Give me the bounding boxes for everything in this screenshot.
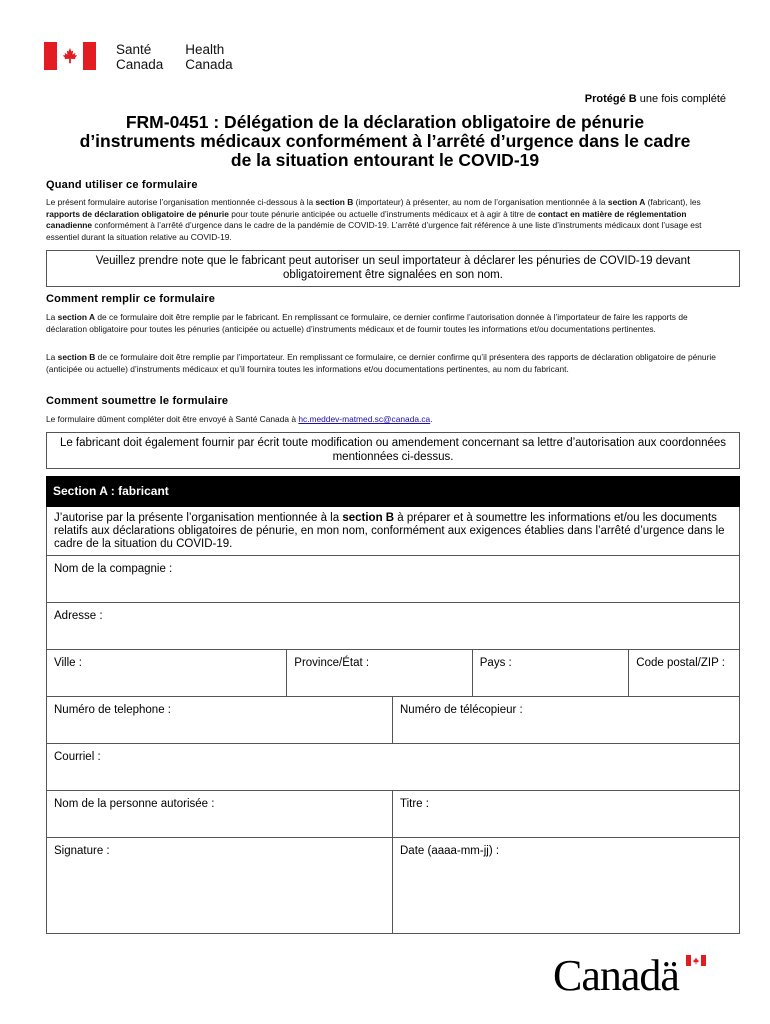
fill-a-bold: section A (57, 312, 96, 322)
signature-fr (116, 42, 163, 72)
title-line3: de la situation entourant le COVID-19 (230, 150, 540, 170)
how-fill-section-a (46, 312, 726, 335)
when-text-2: (importateur) à présenter, au nom de l’organisation mentionnée à la (353, 197, 608, 207)
canada-flag-icon (44, 42, 96, 70)
authorization-row (47, 507, 739, 556)
auth-bold: section B (342, 512, 395, 524)
authorized-person-field[interactable]: Nom de la personne autorisée : (54, 798, 215, 810)
fax-field[interactable]: Numéro de télécopieur : (392, 697, 739, 743)
submit-email-link[interactable]: hc.meddev-matmed.sc@canada.ca (298, 414, 431, 424)
notice-single-importer: Veuillez prendre note que le fabricant peut autoriser un seul importateur à déclarer les pénuries de COVID-19 devant obligatoirement être signalées en son nom. (46, 250, 740, 287)
fill-b-post: de ce formulaire doit être remplie par l’importateur. En remplissant ce formulaire, ce dernier confirme qu’il présentera des rapports de déclaration obligatoire de pénurie (anticipée ou actuelle) d’instruments médicaux et qu’il fournira toutes les informations et/ou documentations pertinentes, au nom du fabricant. (46, 352, 716, 374)
fip-fr-line2: Canada (116, 57, 164, 72)
how-fill-heading: Comment remplir ce formulaire (46, 293, 216, 305)
fip-header (44, 42, 233, 74)
signature-field[interactable]: Signature : (54, 845, 110, 857)
phone-field[interactable]: Numéro de telephone : (54, 704, 171, 716)
when-text-5: conformément à l’arrêté d’urgence dans le cadre de la pandémie de COVID-19. L’arrêté d’urgence fait référence à une liste d’instruments médicaux dont l’usage est essentiel durant la situation relative au COVID-19. (46, 220, 702, 242)
company-field[interactable]: Nom de la compagnie : (54, 563, 173, 575)
location-row (47, 650, 739, 697)
signature-en (185, 42, 232, 72)
country-field[interactable]: Pays : (472, 650, 629, 696)
submit-end: . (430, 414, 433, 424)
postal-code-field[interactable]: Code postal/ZIP : (628, 650, 739, 696)
email-field[interactable]: Courriel : (54, 751, 101, 763)
city-field[interactable]: Ville : (54, 657, 82, 669)
title-field[interactable]: Titre : (392, 791, 739, 837)
protection-bold: Protégé B (584, 93, 637, 105)
form-title (44, 113, 726, 170)
when-paragraph (46, 197, 726, 243)
date-field[interactable]: Date (aaaa-mm-jj) : (392, 838, 739, 933)
fip-en-line1: Health (185, 42, 225, 57)
how-submit-paragraph (46, 414, 726, 426)
fill-b-pre: La (46, 352, 58, 362)
province-field[interactable]: Province/État : (286, 650, 471, 696)
phone-row (47, 697, 739, 744)
authorization-statement (47, 507, 739, 555)
fill-b-bold: section B (57, 352, 96, 362)
how-fill-section-b (46, 352, 726, 375)
section-a-header: Section A : fabricant (46, 476, 740, 507)
submit-text: Le formulaire dûment compléter doit être envoyé à Santé Canada à (46, 414, 299, 424)
protection-level (585, 93, 726, 105)
person-row (47, 791, 739, 838)
when-heading: Quand utiliser ce formulaire (46, 179, 198, 191)
when-text-4: pour toute pénurie anticipée ou actuelle d’instruments médicaux et à agir à titre de (228, 208, 539, 219)
how-submit-heading: Comment soumettre le formulaire (46, 395, 229, 407)
signature-row (47, 838, 739, 933)
fill-a-post: de ce formulaire doit être remplie par le fabricant. En remplissant ce formulaire, ce dernier confirme l’autorisation donnée à l’importateur de faire les rapports de déclaration obligatoire pour toutes les pénuries (anticipée ou actuelle) d’instruments médicaux et de fournir toutes les informations et/ou documentations pertinentes. (46, 312, 688, 334)
fip-en-line2: Canada (185, 57, 233, 72)
email-row (47, 744, 739, 791)
title-line1: FRM-0451 : Délégation de la déclaration obligatoire de pénurie (125, 112, 645, 132)
when-text-1: Le présent formulaire autorise l’organisation mentionnée ci-dessous à la (46, 197, 316, 207)
auth-post: à préparer et à soumettre les informations et/ou les documents relatifs aux déclarations obligatoires de pénurie, en mon nom, conformément aux exigences établies dans l’arrêté d’urgence dans le cadre de la situation du COVID-19. (54, 512, 725, 550)
when-text-3: (fabricant), les (645, 197, 701, 207)
address-row (47, 603, 739, 650)
canada-wordmark: Canadä (553, 951, 679, 1000)
company-row (47, 556, 739, 603)
address-field[interactable]: Adresse : (54, 610, 103, 622)
section-a-form (46, 507, 740, 934)
when-bold-2: section A (607, 197, 646, 207)
protection-rest: une fois complété (639, 93, 726, 105)
when-bold-4: contact en matière de réglementation canadienne (46, 208, 687, 231)
when-bold-3: rapports de déclaration obligatoire de pénurie (46, 208, 229, 219)
canada-wordmark-flag-icon (686, 955, 706, 966)
when-bold-1: section B (315, 197, 354, 207)
fip-fr-line1: Santé (116, 42, 152, 57)
auth-pre: J’autorise par la présente l’organisation mentionnée à la (54, 512, 343, 524)
title-line2: d’instruments médicaux conformément à l’arrêté d’urgence dans le cadre (79, 131, 691, 151)
notice-amendments: Le fabricant doit également fournir par écrit toute modification ou amendement concernant sa lettre d’autorisation aux coordonnées mentionnées ci-dessus. (46, 432, 740, 469)
fill-a-pre: La (46, 312, 58, 322)
